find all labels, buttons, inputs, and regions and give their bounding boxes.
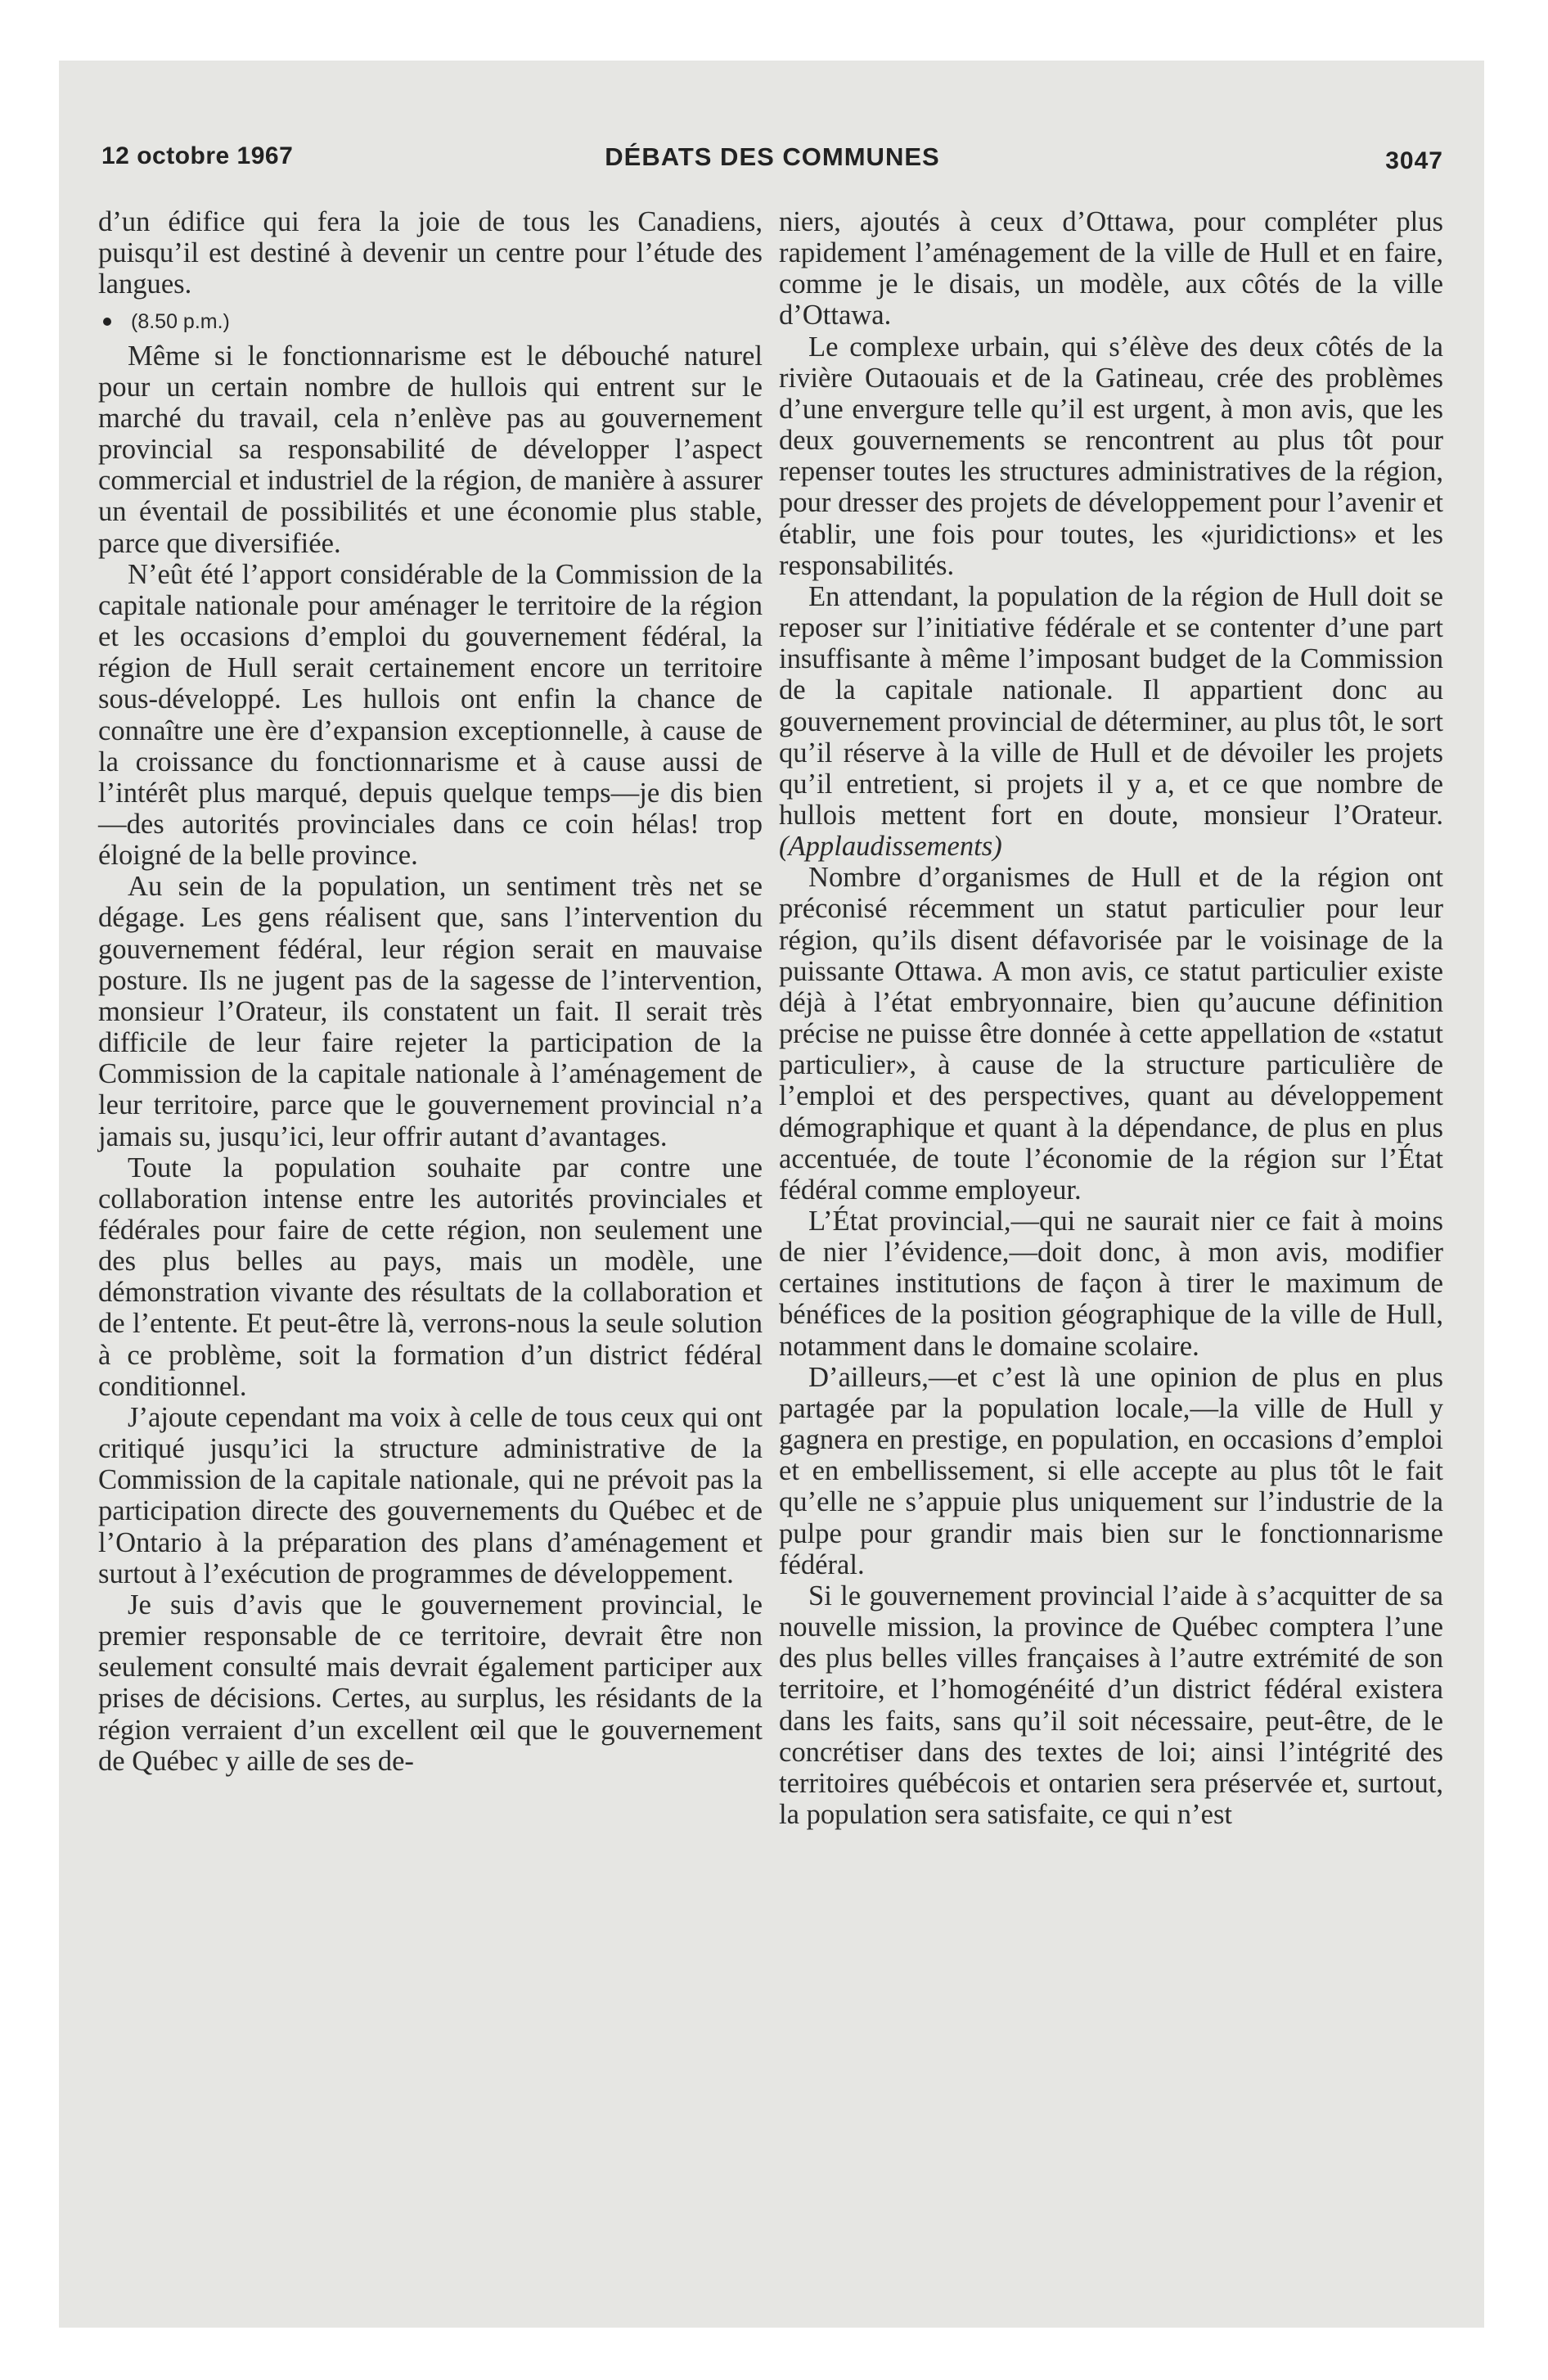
paragraph-text: En attendant, la population de la région de Hull doit se reposer sur l’initiative fédérale et se contenter d’une part insuffisante à même l’imposant budget de la Commission de la capitale nationale. Il appartient donc au gouvernement provincial de déterminer, au plus tôt, le sort qu’il réserve à la ville de Hull et de dévoiler les projets qu’il entretient, si projets il y a, et ce que nombre de hullois mettent fort en doute, monsieur l’Orateur. — [779, 580, 1443, 831]
paragraph: N’eût été l’apport considérable de la Commission de la capitale nationale pour aménager le territoire de la région et les occasions d’emploi du gouvernement fédéral, la région de Hull serait certainement encore un territoire sous-développé. Les hullois ont enfin la chance de connaître une ère d’expansion exceptionnelle, à cause de la croissance du fonctionnarisme et à cause aussi de l’intérêt plus marqué, depuis quelque temps—je dis bien—des autorités provinciales dans ce coin hélas! trop éloigné de la belle province. — [98, 558, 763, 872]
timestamp-text: (8.50 p.m.) — [131, 310, 230, 334]
applause-note: (Applaudissements) — [779, 831, 1002, 863]
paragraph: L’État provincial,—qui ne saurait nier ce fait à moins de nier l’évidence,—doit donc, à mon avis, modifier certaines institutions de façon à tirer le maximum de bénéfices de la position géographique de la ville de Hull, notamment dans le domaine scolaire. — [779, 1206, 1443, 1362]
page-header — [101, 136, 1443, 177]
paragraph: Si le gouvernement provincial l’aide à s’acquitter de sa nouvelle mission, la province de Québec comptera l’une des plus belles villes françaises à l’autre extrémité de son territoire, et l’homogénéité d’un district fédéral existera dans les faits, sans qu’il soit nécessaire, peut-être, de le concrétiser dans des textes de loi; ainsi l’intégrité des territoires québécois et ontarien sera préservée et, surtout, la population sera satisfaite, ce qui n’est — [779, 1580, 1443, 1830]
paragraph: Nombre d’organismes de Hull et de la région ont préconisé récemment un statut particulier pour leur région, qu’ils disent défavorisée par le voisinage de la puissante Ottawa. A mon avis, ce statut particulier existe déjà à l’état embryonnaire, bien qu’aucune définition précise ne puisse être donnée à cette appellation de «statut particulier», à cause de la structure particulière de l’emploi et des perspectives, quant au développement démographique et quant à la dépendance, de plus en plus accentuée, de toute l’économie de la région sur l’État fédéral comme employeur. — [779, 862, 1443, 1206]
paragraph: D’ailleurs,—et c’est là une opinion de plus en plus partagée par la population locale,—la ville de Hull y gagnera en prestige, en population, en occasions d’emploi et en embellissement, si elle accepte au plus tôt le fait qu’elle ne s’appuie plus uniquement sur l’industrie de la pulpe pour grandir mais bien sur le fonctionnarisme fédéral. — [779, 1361, 1443, 1580]
paragraph: d’un édifice qui fera la joie de tous les Canadiens, puisqu’il est destiné à devenir un centre pour l’étude des langues. — [98, 206, 763, 300]
paragraph — [779, 581, 1443, 862]
paragraph: Je suis d’avis que le gouvernement provincial, le premier responsable de ce territoire, devrait être non seulement consulté mais devrait également participer aux prises de décisions. Certes, au surplus, les résidants de la région verraient d’un excellent œil que le gouvernement de Québec y aille de ses de- — [98, 1589, 763, 1777]
left-column — [98, 206, 763, 1777]
header-page-number: 3047 — [1385, 147, 1443, 174]
paragraph: Même si le fonctionnarisme est le débouché naturel pour un certain nombre de hullois qui entrent sur le marché du travail, cela n’enlève pas au gouvernement provincial sa responsabilité de développer l’aspect commercial et industriel de la région, de manière à assurer un éventail de possibilités et une économie plus stable, parce que diversifiée. — [98, 340, 763, 559]
timestamp — [98, 306, 763, 337]
header-date: 12 octobre 1967 — [101, 142, 294, 169]
paragraph: niers, ajoutés à ceux d’Ottawa, pour compléter plus rapidement l’aménagement de la ville de Hull et en faire, comme je le disais, un modèle, aux côtés de la ville d’Ottawa. — [779, 206, 1443, 331]
right-column — [779, 206, 1443, 1830]
page-scan — [59, 61, 1484, 2328]
header-title: DÉBATS DES COMMUNES — [605, 142, 940, 171]
paragraph: Au sein de la population, un sentiment très net se dégage. Les gens réalisent que, sans l’intervention du gouvernement fédéral, leur région serait en mauvaise posture. Ils ne jugent pas de la sagesse de l’intervention, monsieur l’Orateur, ils constatent un fait. Il serait très difficile de leur faire rejeter la participation de la Commission de la capitale nationale à l’aménagement de leur territoire, parce que le gouvernement provincial n’a jamais su, jusqu’ici, leur offrir autant d’avantages. — [98, 871, 763, 1152]
paragraph: Le complexe urbain, qui s’élève des deux côtés de la rivière Outaouais et de la Gatineau, crée des problèmes d’une envergure telle qu’il est urgent, à mon avis, que les deux gouvernements se rencontrent au plus tôt pour repenser toutes les structures administratives de la région, pour dresser des projets de développement pour l’avenir et établir, une fois pour toutes, les «juridictions» et les responsabilités. — [779, 331, 1443, 581]
bullet-icon — [103, 318, 111, 326]
paragraph: J’ajoute cependant ma voix à celle de tous ceux qui ont critiqué jusqu’ici la structure administrative de la Commission de la capitale nationale, qui ne prévoit pas la participation directe des gouvernements du Québec et de l’Ontario à la préparation des plans d’aménagement et surtout à l’exécution de programmes de développement. — [98, 1401, 763, 1589]
paragraph: Toute la population souhaite par contre une collaboration intense entre les autorités provinciales et fédérales pour faire de cette région, non seulement une des plus belles au pays, mais un modèle, une démonstration vivante des résultats de la collaboration et de l’entente. Et peut-être là, verrons-nous la seule solution à ce problème, soit la formation d’un district fédéral conditionnel. — [98, 1152, 763, 1402]
